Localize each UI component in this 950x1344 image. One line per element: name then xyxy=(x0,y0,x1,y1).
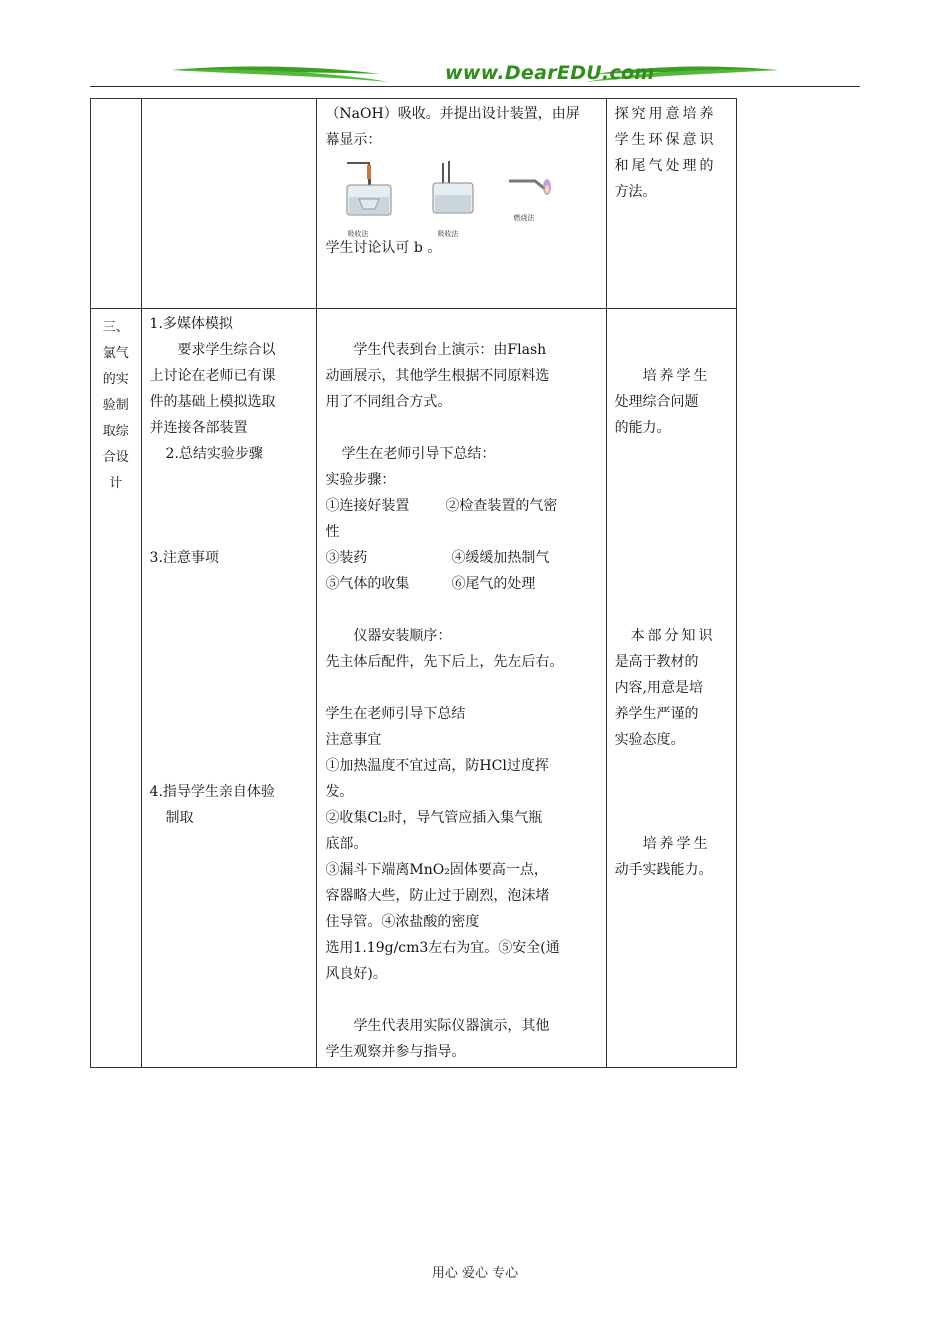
step-row xyxy=(325,493,597,519)
step-item: ②检查装置的气密 xyxy=(445,498,558,514)
student-text: 动画展示，其他学生根据不同原料选 xyxy=(325,368,550,384)
step-item: 性 xyxy=(325,524,340,540)
intent-line: 实验态度。 xyxy=(614,732,685,748)
step-row xyxy=(325,545,597,571)
apparatus-label: 吸收法 xyxy=(347,230,369,238)
teacher-cell xyxy=(141,99,317,309)
intent-line: 本部分知识 xyxy=(630,628,716,644)
step-item: ⑤气体的收集 xyxy=(325,576,410,592)
teacher-item-title: 3.注意事项 xyxy=(149,550,219,566)
beaker-tube-icon xyxy=(429,159,479,221)
lesson-table xyxy=(90,98,737,1068)
section-label: 的实 xyxy=(102,372,129,387)
page-footer: 用心 爱心 专心 xyxy=(431,1266,519,1281)
student-text: 学生代表到台上演示：由Flash xyxy=(353,342,547,358)
step-item: ⑥尾气的处理 xyxy=(451,576,536,592)
note-line: 底部。 xyxy=(325,836,368,852)
table-row xyxy=(91,309,737,1068)
student-cell xyxy=(317,99,606,309)
notes-title: 注意事宜 xyxy=(325,732,382,748)
apparatus-figure xyxy=(325,159,597,238)
teacher-cell xyxy=(141,309,317,1068)
order-text: 先主体后配件，先下后上，先左后右。 xyxy=(325,654,564,670)
beaker-absorption-icon xyxy=(339,159,399,221)
note-line: 容器略大些，防止过于剧烈，泡沫堵 xyxy=(325,888,550,904)
section-label: 三、 xyxy=(102,320,129,335)
student-cell xyxy=(317,309,606,1068)
teacher-text: 并连接各部装置 xyxy=(149,420,248,436)
note-line: ②收集Cl₂时，导气管应插入集气瓶 xyxy=(325,810,543,826)
header-divider xyxy=(90,86,860,87)
apparatus-label: 燃烧法 xyxy=(513,214,535,222)
teacher-text: 件的基础上模拟选取 xyxy=(149,394,276,410)
content-line: 幕显示： xyxy=(325,132,382,148)
apparatus-label: 吸收法 xyxy=(437,230,459,238)
step-item: ①连接好装置 xyxy=(325,498,410,514)
note-line: ①加热温度不宜过高，防HCl过度挥 xyxy=(325,758,549,774)
section-label: 合设 xyxy=(102,450,129,465)
teacher-item-title: 4.指导学生亲自体验 xyxy=(149,784,275,800)
section-label: 氯气 xyxy=(102,346,129,361)
teacher-item-title: 1.多媒体模拟 xyxy=(149,316,233,332)
page-header xyxy=(90,60,860,90)
content-line: 学生讨论认可 b 。 xyxy=(325,240,442,256)
intent-line: 动手实践能力。 xyxy=(614,862,713,878)
step-item: ③装药 xyxy=(325,550,368,566)
intent-line: 方法。 xyxy=(614,184,657,200)
step-item: ④缓缓加热制气 xyxy=(451,550,550,566)
intent-cell xyxy=(606,309,736,1068)
student-text: 学生观察并参与指导。 xyxy=(325,1044,466,1060)
intent-line: 的能力。 xyxy=(614,420,671,436)
student-text: 学生在老师引导下总结： xyxy=(341,446,496,462)
intent-line: 探究用意培养 xyxy=(614,106,717,122)
section-label: 计 xyxy=(109,476,123,491)
intent-line: 是高于教材的 xyxy=(614,654,699,670)
intent-line: 培养学生 xyxy=(642,368,711,384)
teacher-text: 制取 xyxy=(165,810,194,826)
intent-line: 养学生严谨的 xyxy=(614,706,699,722)
note-line: 风良好)。 xyxy=(325,966,387,982)
teacher-text: 要求学生综合以 xyxy=(177,342,276,358)
intent-line: 和尾气处理的 xyxy=(614,158,717,174)
section-cell xyxy=(91,309,142,1068)
intent-line: 处理综合问题 xyxy=(614,394,699,410)
note-line: 发。 xyxy=(325,784,354,800)
site-logo-text: www.DearEDU.com xyxy=(445,62,655,84)
intent-line: 培养学生 xyxy=(642,836,711,852)
intent-line: 学生环保意识 xyxy=(614,132,717,148)
steps-title: 实验步骤： xyxy=(325,472,396,488)
section-label: 取综 xyxy=(102,424,129,439)
table-row xyxy=(91,99,737,309)
student-text: 用了不同组合方式。 xyxy=(325,394,452,410)
teacher-item-title: 2.总结实验步骤 xyxy=(165,446,263,462)
section-label: 验制 xyxy=(102,398,129,413)
teacher-text: 上讨论在老师已有课 xyxy=(149,368,276,384)
step-row xyxy=(325,519,597,545)
content-line: （NaOH）吸收。并提出设计装置，由屏 xyxy=(325,106,580,122)
note-line: 选用1.19g/cm3左右为宜。⑤安全(通 xyxy=(325,940,560,956)
step-row xyxy=(325,571,597,597)
order-title: 仪器安装顺序： xyxy=(353,628,452,644)
note-line: 住导管。④浓盐酸的密度 xyxy=(325,914,480,930)
section-cell xyxy=(91,99,142,309)
intent-line: 内容,用意是培 xyxy=(614,680,704,696)
notes-intro: 学生在老师引导下总结 xyxy=(325,706,466,722)
student-text: 学生代表用实际仪器演示，其他 xyxy=(353,1018,550,1034)
intent-cell xyxy=(606,99,736,309)
note-line: ③漏斗下端离MnO₂固体要高一点， xyxy=(325,862,548,878)
